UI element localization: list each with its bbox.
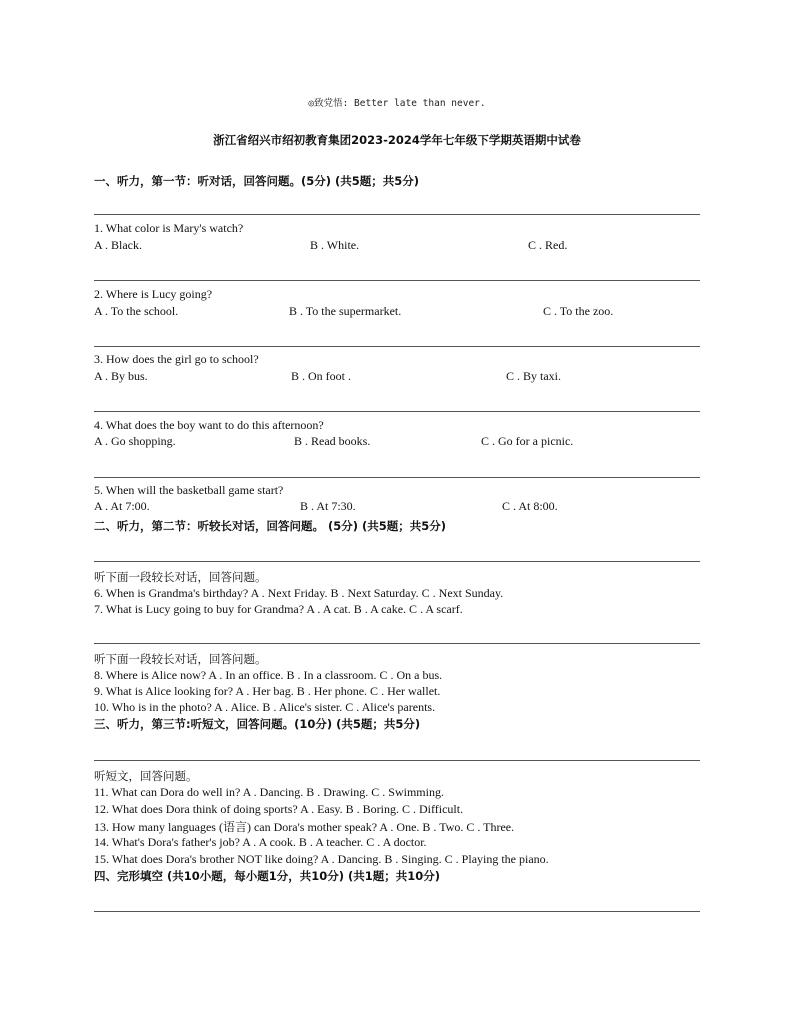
- motto-header: ◎致党悟: Better late than never.: [308, 98, 486, 109]
- question-15: 15. What does Dora's brother NOT like doing? A . Dancing. B . Singing. C . Playing the piano.: [94, 852, 549, 866]
- question-9: 9. What is Alice looking for? A . Her bag. B . Her phone. C . Her wallet.: [94, 684, 441, 698]
- question-14: 14. What's Dora's father's job? A . A cook. B . A teacher. C . A doctor.: [94, 835, 427, 849]
- divider: [94, 280, 700, 281]
- question-7: 7. What is Lucy going to buy for Grandma? A . A cat. B . A cake. C . A scarf.: [94, 602, 463, 616]
- question-6: 6. When is Grandma's birthday? A . Next Friday. B . Next Saturday. C . Next Sunday.: [94, 586, 504, 600]
- question-3-option-b: B . On foot .: [291, 369, 351, 383]
- question-3-option-a: A . By bus.: [94, 369, 148, 383]
- question-1-option-b: B . White.: [310, 238, 360, 252]
- question-5-option-c: C . At 8:00.: [502, 499, 558, 513]
- divider: [94, 346, 700, 347]
- divider: [94, 911, 700, 912]
- dialogue-intro: 听下面一段较长对话，回答问题。: [94, 570, 267, 584]
- question-4-option-a: A . Go shopping.: [94, 434, 176, 448]
- divider: [94, 477, 700, 478]
- divider: [94, 411, 700, 412]
- question-5-stem: 5. When will the basketball game start?: [94, 483, 284, 497]
- question-3-stem: 3. How does the girl go to school?: [94, 352, 259, 366]
- question-8: 8. Where is Alice now? A . In an office. B . In a classroom. C . On a bus.: [94, 668, 443, 682]
- question-1-option-c: C . Red.: [528, 238, 568, 252]
- question-11: 11. What can Dora do well in? A . Dancing. B . Drawing. C . Swimming.: [94, 785, 444, 799]
- question-4-stem: 4. What does the boy want to do this afternoon?: [94, 418, 324, 432]
- section1-heading: 一、听力，第一节：听对话，回答问题。(5分) (共5题；共5分): [94, 174, 420, 188]
- question-13: 13. How many languages (语言) can Dora's mother speak? A . One. B . Two. C . Three.: [94, 820, 515, 834]
- divider: [94, 760, 700, 761]
- section4-heading: 四、完形填空 (共10小题，每小题1分，共10分) (共1题；共10分): [94, 869, 441, 883]
- divider: [94, 214, 700, 215]
- exam-title: 浙江省绍兴市绍初教育集团2023-2024学年七年级下学期英语期中试卷: [213, 133, 581, 147]
- divider: [94, 561, 700, 562]
- question-2-stem: 2. Where is Lucy going?: [94, 287, 213, 301]
- section3-heading: 三、听力，第三节:听短文，回答问题。(10分) (共5题；共5分): [94, 717, 421, 731]
- question-4-option-b: B . Read books.: [294, 434, 371, 448]
- question-10: 10. Who is in the photo? A . Alice. B . Alice's sister. C . Alice's parents.: [94, 700, 436, 714]
- question-2-option-b: B . To the supermarket.: [289, 304, 402, 318]
- passage-intro: 听短文，回答问题。: [94, 769, 198, 783]
- question-2-option-c: C . To the zoo.: [543, 304, 614, 318]
- question-12: 12. What does Dora think of doing sports? A . Easy. B . Boring. C . Difficult.: [94, 802, 464, 816]
- question-4-option-c: C . Go for a picnic.: [481, 434, 574, 448]
- divider: [94, 643, 700, 644]
- dialogue-intro: 听下面一段较长对话，回答问题。: [94, 652, 267, 666]
- question-2-option-a: A . To the school.: [94, 304, 179, 318]
- question-5-option-b: B . At 7:30.: [300, 499, 356, 513]
- question-1-option-a: A . Black.: [94, 238, 142, 252]
- section2-heading: 二、听力，第二节：听较长对话，回答问题。 (5分) (共5题；共5分): [94, 519, 447, 533]
- question-3-option-c: C . By taxi.: [506, 369, 562, 383]
- question-1-stem: 1. What color is Mary's watch?: [94, 221, 244, 235]
- question-5-option-a: A . At 7:00.: [94, 499, 150, 513]
